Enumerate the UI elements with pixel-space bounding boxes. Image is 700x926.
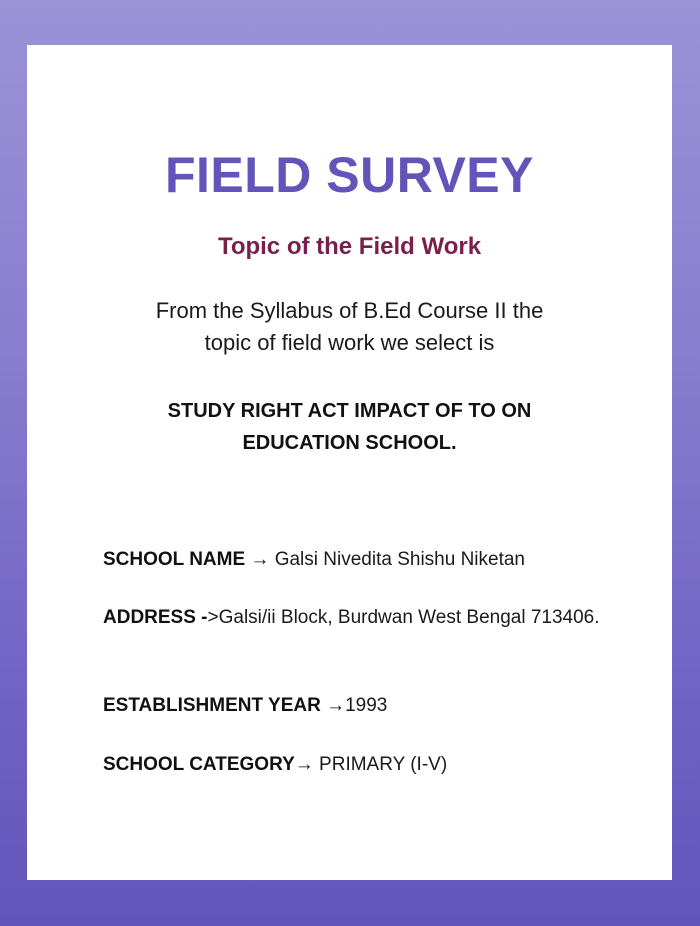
intro-line-1: From the Syllabus of B.Ed Course II the bbox=[155, 298, 544, 323]
address-label: ADDRESS - bbox=[103, 607, 208, 628]
page-title: FIELD SURVEY bbox=[164, 147, 535, 203]
section-heading: Topic of the Field Work bbox=[217, 233, 482, 260]
topic-line-2: EDUCATION SCHOOL. bbox=[242, 432, 457, 454]
establishment-year-value: 1993 bbox=[345, 695, 388, 716]
topic-line-1: STUDY RIGHT ACT IMPACT OF TO ON bbox=[167, 400, 532, 422]
document-card bbox=[27, 45, 672, 880]
school-name-value: Galsi Nivedita Shishu Niketan bbox=[269, 549, 526, 570]
intro-line-2: topic of field work we select is bbox=[204, 330, 495, 355]
field-work-topic bbox=[67, 395, 632, 459]
address-row bbox=[103, 603, 612, 633]
school-category-value: PRIMARY (I-V) bbox=[313, 754, 448, 775]
school-name-label: SCHOOL NAME → bbox=[103, 549, 270, 570]
intro-paragraph bbox=[67, 295, 632, 359]
school-category-label: SCHOOL CATEGORY→ bbox=[103, 754, 314, 775]
school-name-row bbox=[103, 545, 612, 575]
address-value: >Galsi/ii Block, Burdwan West Bengal 713406. bbox=[207, 607, 600, 628]
establishment-year-label: ESTABLISHMENT YEAR → bbox=[103, 695, 346, 716]
school-category-row bbox=[103, 750, 612, 780]
establishment-year-row bbox=[103, 691, 612, 721]
